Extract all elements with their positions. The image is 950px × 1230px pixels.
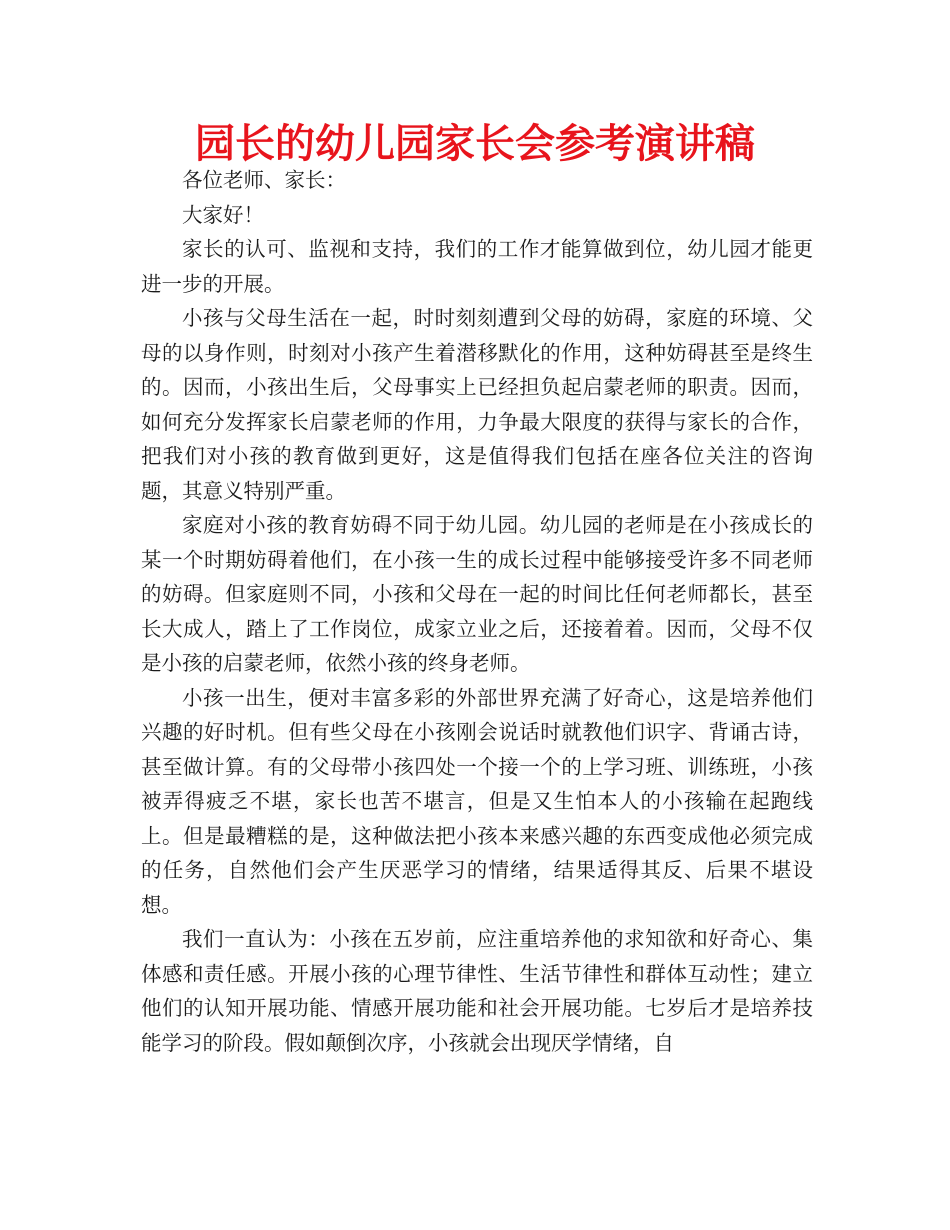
document-body <box>141 163 813 1060</box>
paragraph: 小孩一出生，便对丰富多彩的外部世界充满了好奇心，这是培养他们兴趣的好时机。但有些父母在小孩刚会说话时就教他们识字、背诵古诗，甚至做计算。有的父母带小孩四处一个接一个的上学习班、训练班，小孩被弄得疲乏不堪，家长也苦不堪言，但是又生怕本人的小孩输在起跑线上。但是最糟糕的是，这种做法把小孩本来感兴趣的东西变成他必须完成的任务，自然他们会产生厌恶学习的情绪，结果适得其反、后果不堪设想。 <box>141 685 813 917</box>
paragraph: 小孩与父母生活在一起，时时刻刻遭到父母的妨碍，家庭的环境、父母的以身作则，时刻对小孩产生着潜移默化的作用，这种妨碍甚至是终生的。因而，小孩出生后，父母事实上已经担负起启蒙老师的职责。因而，如何充分发挥家长启蒙老师的作用，力争最大限度的获得与家长的合作，把我们对小孩的教育做到更好，这是值得我们包括在座各位关注的咨询题，其意义特别严重。 <box>141 306 813 503</box>
document-title: 园长的幼儿园家长会参考演讲稿 <box>195 121 755 167</box>
paragraph-hello: 大家好！ <box>182 202 264 227</box>
paragraph: 家庭对小孩的教育妨碍不同于幼儿园。幼儿园的老师是在小孩成长的某一个时期妨碍着他们，在小孩一生的成长过程中能够接受许多不同老师的妨碍。但家庭则不同，小孩和父母在一起的时间比任何老师都长，甚至长大成人，踏上了工作岗位，成家立业之后，还接着着。因而，父母不仅是小孩的启蒙老师，依然小孩的终身老师。 <box>141 513 813 675</box>
paragraph: 我们一直认为：小孩在五岁前，应注重培养他的求知欲和好奇心、集体感和责任感。开展小孩的心理节律性、生活节律性和群体互动性；建立他们的认知开展功能、情感开展功能和社会开展功能。七岁后才是培养技能学习的阶段。假如颠倒次序，小孩就会出现厌学情绪，自 <box>141 927 813 1055</box>
paragraph: 家长的认可、监视和支持，我们的工作才能算做到位，幼儿园才能更进一步的开展。 <box>141 237 813 296</box>
paragraph-greeting: 各位老师、家长： <box>182 168 346 192</box>
